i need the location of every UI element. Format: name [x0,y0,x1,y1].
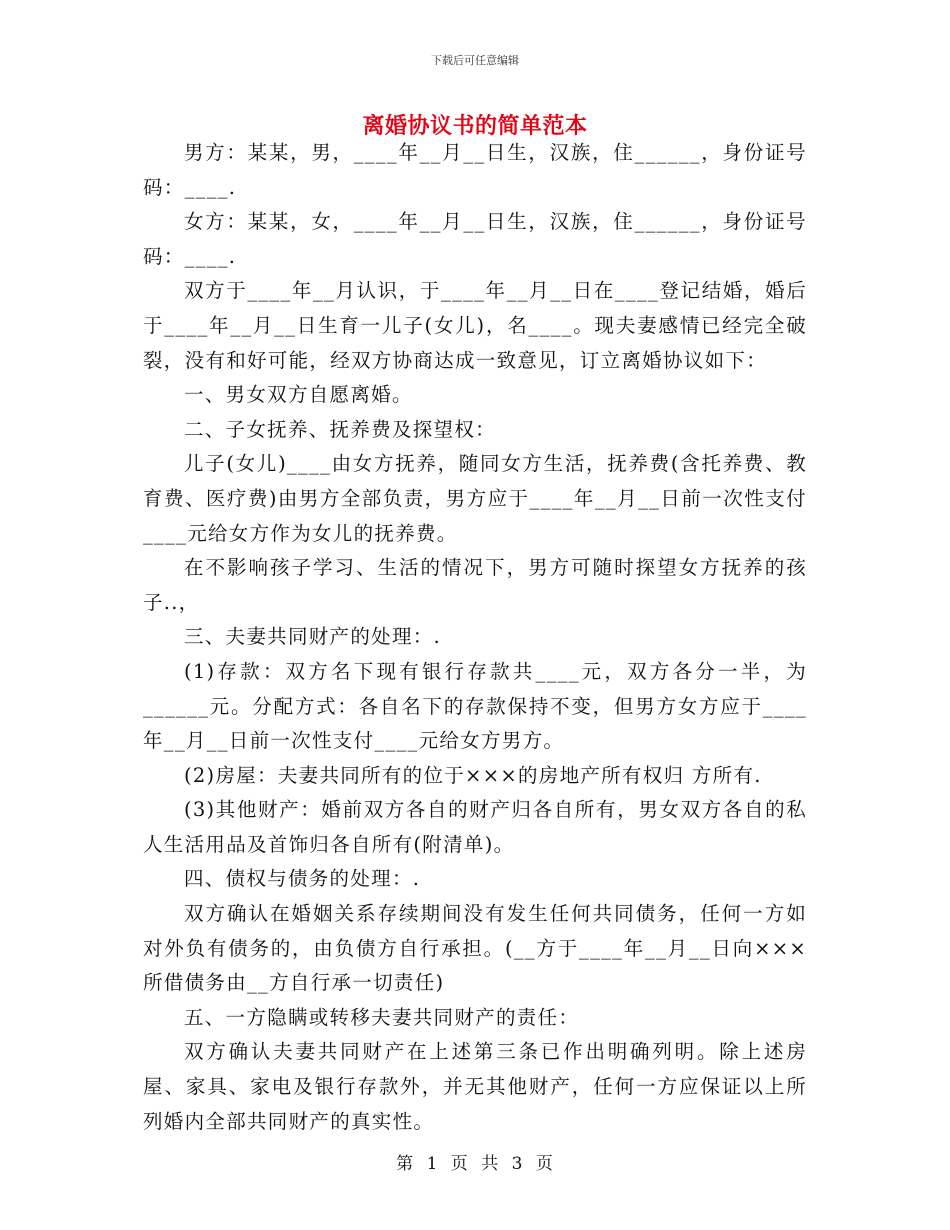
paragraph-clause-4-heading: 四、债权与债务的处理：. [183,867,421,891]
paragraph-female-party: 女方：某某，女，____年__月__日生，汉族，住______，身份证号码：____. [143,210,807,268]
paragraph-marriage-background: 双方于____年__月认识，于____年__月__日在____登记结婚，婚后于____年__月__日生育一儿子(女儿)，名____。现夫妻感情已经完全破裂，没有和好可能，经双方协商达成一致意见，订立离婚协议如下： [143,279,807,372]
paragraph-deposits: (1)存款：双方名下现有银行存款共____元，双方各分一半，为______元。分配方式：各自名下的存款保持不变，但男方女方应于____年__月__日前一次性支付____元给女方男方。 [143,659,807,753]
paragraph-house: (2)房屋：夫妻共同所有的位于×××的房地产所有权归 方所有. [183,763,762,787]
page-number: 第 1 页 共 3 页 [396,1154,554,1174]
paragraph-child-custody: 儿子(女儿)____由女方抚养，随同女方生活，抚养费(含托养费、教育费、医疗费)由男方全部负责，男方应于____年__月__日前一次性支付____元给女方作为女儿的抚养费。 [143,452,807,545]
paragraph-male-party: 男方：某某，男，____年__月__日生，汉族，住______，身份证号码：____. [143,141,807,199]
paragraph-debts: 双方确认在婚姻关系存续期间没有发生任何共同债务，任何一方如对外负有债务的，由负债方自行承担。(__方于____年__月__日向×××所借债务由__方自行承一切责任) [143,902,807,995]
paragraph-property-confirmation: 双方确认夫妻共同财产在上述第三条已作出明确列明。除上述房屋、家具、家电及银行存款外，并无其他财产，任何一方应保证以上所列婚内全部共同财产的真实性。 [143,1040,807,1133]
paragraph-clause-2-heading: 二、子女抚养、抚养费及探望权： [183,417,496,441]
document-body [143,136,807,1139]
paragraph-clause-5-heading: 五、一方隐瞒或转移夫妻共同财产的责任： [183,1005,580,1029]
paragraph-clause-1: 一、男女双方自愿离婚。 [183,383,413,407]
paragraph-clause-3-heading: 三、夫妻共同财产的处理：. [183,625,442,649]
paragraph-other-property: (3)其他财产：婚前双方各自的财产归各自所有，男女双方各自的私人生活用品及首饰归各自所有(附清单)。 [143,798,807,856]
header-note: 下载后可任意编辑 [431,54,519,67]
document-title: 离婚协议书的简单范本 [362,113,588,139]
paragraph-visitation: 在不影响孩子学习、生活的情况下，男方可随时探望女方抚养的孩子..， [143,556,807,614]
